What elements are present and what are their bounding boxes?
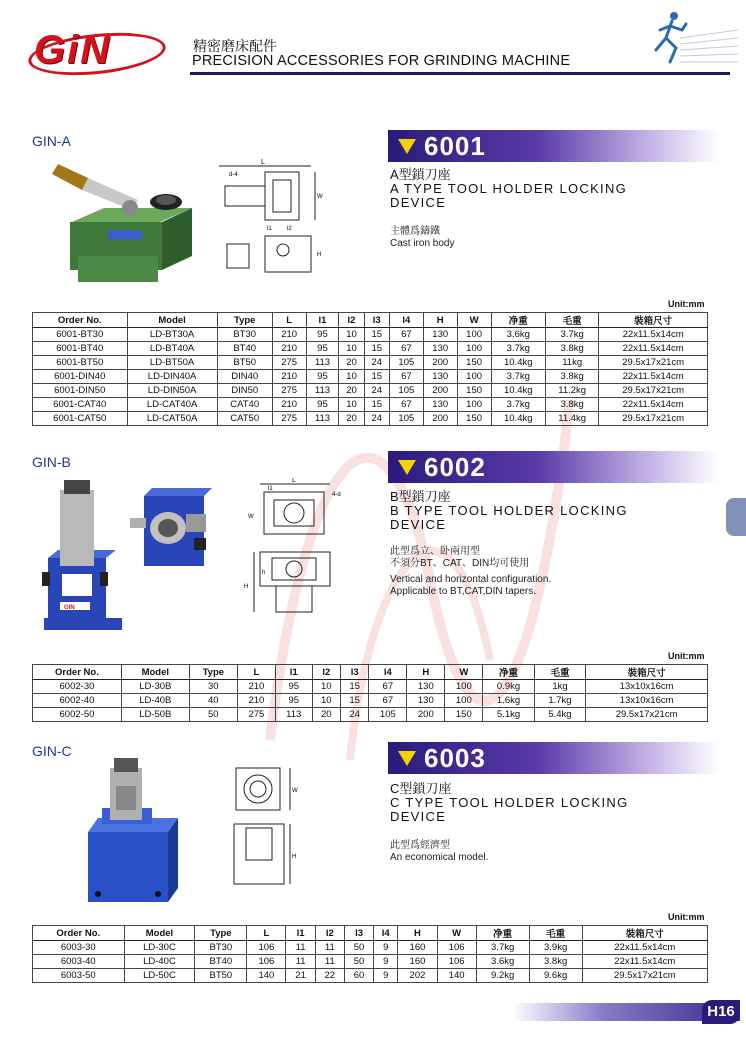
table-cell: 95 (275, 680, 312, 694)
table-cell: LD-40B (121, 694, 189, 708)
table-cell: 22x11.5x14cm (599, 370, 708, 384)
col-H: H (423, 313, 457, 328)
table-cell: 20 (339, 356, 364, 370)
note-line: An economical model. (390, 852, 489, 863)
table-row (33, 356, 708, 370)
table-cell: 95 (306, 398, 339, 412)
page-header (0, 0, 746, 85)
table-header-row (33, 926, 708, 941)
product-badge: GIN (64, 605, 75, 611)
table-cell: 67 (389, 370, 423, 384)
table-cell: 105 (389, 412, 423, 426)
title-band-6001 (388, 130, 720, 162)
table-cell: 15 (340, 680, 368, 694)
table-cell: 130 (423, 328, 457, 342)
table-cell: 106 (437, 955, 476, 969)
table-cell: 105 (389, 356, 423, 370)
col-gross-weight: 毛重 (534, 665, 585, 680)
table-cell: BT50 (217, 356, 272, 370)
table-cell: 29.5x17x21cm (599, 412, 708, 426)
table-cell: 3.8kg (546, 398, 599, 412)
table-row (33, 969, 708, 983)
table-cell: 10.4kg (491, 356, 545, 370)
name-en-line2: DEVICE (390, 809, 447, 824)
table-cell: 10 (339, 398, 364, 412)
gin-logo (28, 26, 168, 78)
title-band-6003 (388, 742, 720, 774)
table-cell: 6003-40 (33, 955, 125, 969)
col-package-size: 裝箱尺寸 (586, 665, 708, 680)
table-cell: 11.2kg (546, 384, 599, 398)
table-cell: 106 (247, 955, 286, 969)
table-cell: 9.6kg (529, 969, 582, 983)
col-W: W (445, 665, 483, 680)
table-cell: 202 (398, 969, 437, 983)
table-cell: 150 (457, 412, 491, 426)
table-cell: 11 (315, 955, 344, 969)
table-cell: 6001-CAT40 (33, 398, 128, 412)
col-net-weight: 净重 (483, 665, 534, 680)
table-cell: 106 (247, 941, 286, 955)
unit-label: Unit:mm (668, 912, 705, 922)
table-cell: 24 (340, 708, 368, 722)
table-cell: 22x11.5x14cm (582, 941, 707, 955)
table-row (33, 328, 708, 342)
table-cell: 210 (237, 694, 275, 708)
drawing-a-label-L: L (261, 159, 265, 166)
product-photo-6002 (34, 478, 234, 638)
col-type: Type (189, 665, 237, 680)
table-cell: 20 (312, 708, 340, 722)
table-cell: 6003-50 (33, 969, 125, 983)
col-l2: l2 (339, 313, 364, 328)
table-row (33, 398, 708, 412)
col-l2: l2 (315, 926, 344, 941)
page-number: H16 (702, 1000, 740, 1024)
table-cell: 6002-40 (33, 694, 122, 708)
table-row (33, 708, 708, 722)
table-cell: 6001-BT30 (33, 328, 128, 342)
table-cell: LD-40C (124, 955, 195, 969)
table-cell: 130 (407, 680, 445, 694)
model-code: 6001 (424, 131, 486, 161)
table-cell: LD-BT40A (127, 342, 217, 356)
table-cell: 29.5x17x21cm (586, 708, 708, 722)
table-cell: BT30 (217, 328, 272, 342)
table-cell: 3.7kg (476, 941, 529, 955)
table-cell: 200 (407, 708, 445, 722)
table-cell: 100 (457, 370, 491, 384)
table-cell: 160 (398, 955, 437, 969)
table-row (33, 694, 708, 708)
table-cell: 60 (344, 969, 373, 983)
note-line: Vertical and horizontal configuration. (390, 574, 552, 585)
spec-table-6003 (32, 925, 708, 983)
table-cell: 275 (272, 412, 306, 426)
table-cell: 100 (457, 342, 491, 356)
table-cell: 3.9kg (529, 941, 582, 955)
table-cell: 1.7kg (534, 694, 585, 708)
drawing-6001 (215, 158, 325, 278)
drawing-b-label-l1: l1 (268, 486, 273, 492)
table-cell: 100 (445, 694, 483, 708)
table-cell: 113 (306, 384, 339, 398)
table-cell: 67 (389, 398, 423, 412)
col-L: L (272, 313, 306, 328)
table-cell: 22x11.5x14cm (599, 342, 708, 356)
table-body (33, 328, 708, 426)
table-cell: 130 (423, 398, 457, 412)
table-cell: 9 (374, 955, 398, 969)
table-cell: 95 (275, 694, 312, 708)
table-cell: 9 (374, 941, 398, 955)
triangle-icon (398, 139, 416, 154)
table-cell: 15 (364, 398, 389, 412)
drawing-6003 (228, 762, 308, 892)
table-cell: 95 (306, 370, 339, 384)
table-body (33, 680, 708, 722)
table-cell: 275 (272, 356, 306, 370)
description-6001 (390, 168, 627, 210)
table-cell: 22x11.5x14cm (599, 398, 708, 412)
table-cell: 40 (189, 694, 237, 708)
name-en-line1: C TYPE TOOL HOLDER LOCKING (390, 795, 629, 810)
table-cell: 10 (312, 694, 340, 708)
table-cell: LD-30C (124, 941, 195, 955)
notes-6001 (390, 226, 454, 250)
table-cell: 67 (369, 680, 407, 694)
table-cell: 275 (272, 384, 306, 398)
table-cell: 20 (339, 412, 364, 426)
table-cell: 30 (189, 680, 237, 694)
notes-6003 (390, 840, 488, 864)
table-cell: 20 (339, 384, 364, 398)
table-cell: LD-50B (121, 708, 189, 722)
table-cell: 13x10x16cm (586, 680, 708, 694)
col-H: H (407, 665, 445, 680)
table-cell: 140 (247, 969, 286, 983)
table-cell: 200 (423, 412, 457, 426)
table-cell: LD-CAT40A (127, 398, 217, 412)
table-cell: 67 (369, 694, 407, 708)
col-l4: l4 (374, 926, 398, 941)
col-model: Model (127, 313, 217, 328)
table-cell: LD-DIN50A (127, 384, 217, 398)
table-cell: 106 (437, 941, 476, 955)
table-cell: BT40 (217, 342, 272, 356)
col-l3: l3 (340, 665, 368, 680)
drawing-a-label-H: H (317, 252, 322, 258)
note-line: 主體爲鑄鐵 (390, 226, 440, 237)
table-cell: 200 (423, 384, 457, 398)
table-cell: 6002-30 (33, 680, 122, 694)
table-cell: 150 (457, 356, 491, 370)
table-cell: 95 (306, 342, 339, 356)
table-cell: 11kg (546, 356, 599, 370)
table-cell: 210 (272, 398, 306, 412)
table-cell: 13x10x16cm (586, 694, 708, 708)
unit-label: Unit:mm (668, 651, 705, 661)
section-label-gin-c: GIN-C (32, 743, 72, 759)
section-label-gin-a: GIN-A (32, 133, 71, 149)
col-L: L (247, 926, 286, 941)
table-row (33, 680, 708, 694)
table-cell: 11.4kg (546, 412, 599, 426)
table-cell: 210 (272, 328, 306, 342)
table-cell: 9.2kg (476, 969, 529, 983)
description-6002 (390, 490, 628, 532)
header-title-cn: 精密磨床配件 (193, 38, 277, 54)
col-net-weight: 净重 (476, 926, 529, 941)
name-cn: C型鎖刀座 (390, 781, 452, 796)
model-code: 6003 (424, 743, 486, 773)
model-code: 6002 (424, 452, 486, 482)
note-line: Cast iron body (390, 238, 455, 249)
col-order-no: Order No. (33, 313, 128, 328)
table-cell: 113 (306, 356, 339, 370)
table-cell: 10.4kg (491, 384, 545, 398)
table-row (33, 941, 708, 955)
name-cn: B型鎖刀座 (390, 489, 451, 504)
col-W: W (437, 926, 476, 941)
table-cell: 15 (340, 694, 368, 708)
table-cell: 210 (272, 370, 306, 384)
table-cell: 15 (364, 370, 389, 384)
header-divider (190, 72, 730, 75)
note-line: Applicable to BT,CAT,DIN tapers. (390, 586, 536, 597)
table-cell: 22x11.5x14cm (582, 955, 707, 969)
table-cell: 24 (364, 356, 389, 370)
col-l1: l1 (275, 665, 312, 680)
product-photo-6003 (78, 758, 188, 913)
table-cell: LD-BT30A (127, 328, 217, 342)
table-cell: 22x11.5x14cm (599, 328, 708, 342)
table-header-row (33, 313, 708, 328)
table-cell: BT50 (195, 969, 247, 983)
col-type: Type (217, 313, 272, 328)
table-cell: 130 (423, 370, 457, 384)
table-cell: 24 (364, 384, 389, 398)
col-order-no: Order No. (33, 926, 125, 941)
col-W: W (457, 313, 491, 328)
table-cell: 29.5x17x21cm (599, 384, 708, 398)
table-cell: 15 (364, 328, 389, 342)
table-cell: BT40 (195, 955, 247, 969)
table-cell: 50 (344, 955, 373, 969)
table-cell: 3.8kg (546, 342, 599, 356)
table-cell: 95 (306, 328, 339, 342)
note-line: 此型爲立、卧兩用型 (390, 546, 480, 557)
col-l3: l3 (344, 926, 373, 941)
triangle-icon (398, 751, 416, 766)
notes-6002 (390, 546, 551, 598)
name-en-line1: A TYPE TOOL HOLDER LOCKING (390, 181, 628, 196)
drawing-a-label-W: W (317, 194, 323, 200)
table-header-row (33, 665, 708, 680)
description-6003 (390, 782, 629, 824)
drawing-b-label-4d: 4-d (332, 492, 341, 498)
col-model: Model (121, 665, 189, 680)
drawing-c-label-W: W (292, 788, 298, 794)
table-cell: 5.4kg (534, 708, 585, 722)
col-l2: l2 (312, 665, 340, 680)
table-cell: 160 (398, 941, 437, 955)
table-cell: 140 (437, 969, 476, 983)
unit-label: Unit:mm (668, 299, 705, 309)
table-row (33, 384, 708, 398)
table-row (33, 955, 708, 969)
col-gross-weight: 毛重 (546, 313, 599, 328)
table-cell: 3.6kg (491, 328, 545, 342)
title-band-6002 (388, 451, 720, 483)
table-row (33, 412, 708, 426)
table-cell: 275 (237, 708, 275, 722)
table-cell: 67 (389, 328, 423, 342)
table-cell: 10.4kg (491, 412, 545, 426)
table-cell: 6001-CAT50 (33, 412, 128, 426)
runner-icon (630, 8, 740, 70)
table-cell: LD-BT50A (127, 356, 217, 370)
header-title-en: PRECISION ACCESSORIES FOR GRINDING MACHINE (192, 53, 571, 69)
table-cell: 10 (312, 680, 340, 694)
table-cell: 11 (315, 941, 344, 955)
col-l1: l1 (306, 313, 339, 328)
col-model: Model (124, 926, 195, 941)
name-en-line1: B TYPE TOOL HOLDER LOCKING (390, 503, 628, 518)
drawing-a-label-d4: d-4 (229, 172, 238, 178)
table-cell: 67 (389, 342, 423, 356)
table-cell: 1kg (534, 680, 585, 694)
table-cell: 6001-BT50 (33, 356, 128, 370)
table-cell: 3.7kg (491, 398, 545, 412)
drawing-a-label-l2: l2 (287, 226, 292, 232)
drawing-6002 (240, 478, 360, 618)
table-cell: 150 (445, 708, 483, 722)
table-cell: BT30 (195, 941, 247, 955)
drawing-c-label-H: H (292, 854, 297, 860)
col-order-no: Order No. (33, 665, 122, 680)
table-cell: 6001-DIN50 (33, 384, 128, 398)
table-cell: 200 (423, 356, 457, 370)
table-cell: 0.9kg (483, 680, 534, 694)
table-cell: 3.7kg (491, 370, 545, 384)
table-row (33, 342, 708, 356)
table-cell: 6003-30 (33, 941, 125, 955)
drawing-b-label-L: L (292, 478, 296, 484)
section-label-gin-b: GIN-B (32, 454, 71, 470)
table-cell: 50 (344, 941, 373, 955)
table-cell: 11 (286, 941, 315, 955)
col-L: L (237, 665, 275, 680)
col-package-size: 裝箱尺寸 (582, 926, 707, 941)
note-line: 此型爲經濟型 (390, 840, 450, 851)
table-cell: 113 (275, 708, 312, 722)
col-type: Type (195, 926, 247, 941)
table-cell: 22 (315, 969, 344, 983)
table-body (33, 941, 708, 983)
table-cell: 100 (457, 328, 491, 342)
table-cell: 24 (364, 412, 389, 426)
col-l3: l3 (364, 313, 389, 328)
table-cell: 21 (286, 969, 315, 983)
col-l1: l1 (286, 926, 315, 941)
name-en-line2: DEVICE (390, 517, 447, 532)
table-cell: 3.8kg (529, 955, 582, 969)
table-cell: 113 (306, 412, 339, 426)
table-cell: 3.8kg (546, 370, 599, 384)
col-package-size: 裝箱尺寸 (599, 313, 708, 328)
table-cell: 100 (445, 680, 483, 694)
table-cell: 29.5x17x21cm (582, 969, 707, 983)
table-cell: 11 (286, 955, 315, 969)
table-cell: 50 (189, 708, 237, 722)
triangle-icon (398, 460, 416, 475)
spec-table-6001 (32, 312, 708, 426)
table-cell: 130 (423, 342, 457, 356)
logo-text: GiN (34, 28, 112, 72)
table-cell: 1.6kg (483, 694, 534, 708)
table-cell: 3.7kg (546, 328, 599, 342)
drawing-b-label-H: H (244, 584, 249, 590)
table-cell: 9 (374, 969, 398, 983)
table-cell: 6001-DIN40 (33, 370, 128, 384)
table-cell: 210 (237, 680, 275, 694)
table-cell: 105 (389, 384, 423, 398)
table-cell: 210 (272, 342, 306, 356)
product-photo-6001 (42, 160, 212, 295)
table-cell: LD-30B (121, 680, 189, 694)
name-cn: A型鎖刀座 (390, 167, 451, 182)
col-H: H (398, 926, 437, 941)
table-cell: 10 (339, 342, 364, 356)
table-cell: CAT40 (217, 398, 272, 412)
col-net-weight: 净重 (491, 313, 545, 328)
table-cell: DIN40 (217, 370, 272, 384)
table-cell: DIN50 (217, 384, 272, 398)
col-l4: l4 (369, 665, 407, 680)
spec-table-6002 (32, 664, 708, 722)
table-row (33, 370, 708, 384)
drawing-b-label-h: h (262, 570, 266, 576)
side-index-tab (726, 498, 746, 536)
table-cell: 130 (407, 694, 445, 708)
table-cell: 15 (364, 342, 389, 356)
drawing-a-label-l1: l1 (267, 226, 272, 232)
table-cell: 150 (457, 384, 491, 398)
table-cell: CAT50 (217, 412, 272, 426)
table-cell: LD-50C (124, 969, 195, 983)
drawing-b-label-W: W (248, 514, 254, 520)
table-cell: 10 (339, 328, 364, 342)
table-cell: 105 (369, 708, 407, 722)
table-cell: 5.1kg (483, 708, 534, 722)
table-cell: 10 (339, 370, 364, 384)
name-en-line2: DEVICE (390, 195, 447, 210)
table-cell: LD-DIN40A (127, 370, 217, 384)
table-cell: 3.6kg (476, 955, 529, 969)
table-cell: 29.5x17x21cm (599, 356, 708, 370)
note-line: 不須分BT、CAT、DIN均可使用 (390, 558, 530, 569)
table-cell: 3.7kg (491, 342, 545, 356)
table-cell: LD-CAT50A (127, 412, 217, 426)
col-gross-weight: 毛重 (529, 926, 582, 941)
table-cell: 6001-BT40 (33, 342, 128, 356)
col-l4: l4 (389, 313, 423, 328)
table-cell: 100 (457, 398, 491, 412)
table-cell: 6002-50 (33, 708, 122, 722)
